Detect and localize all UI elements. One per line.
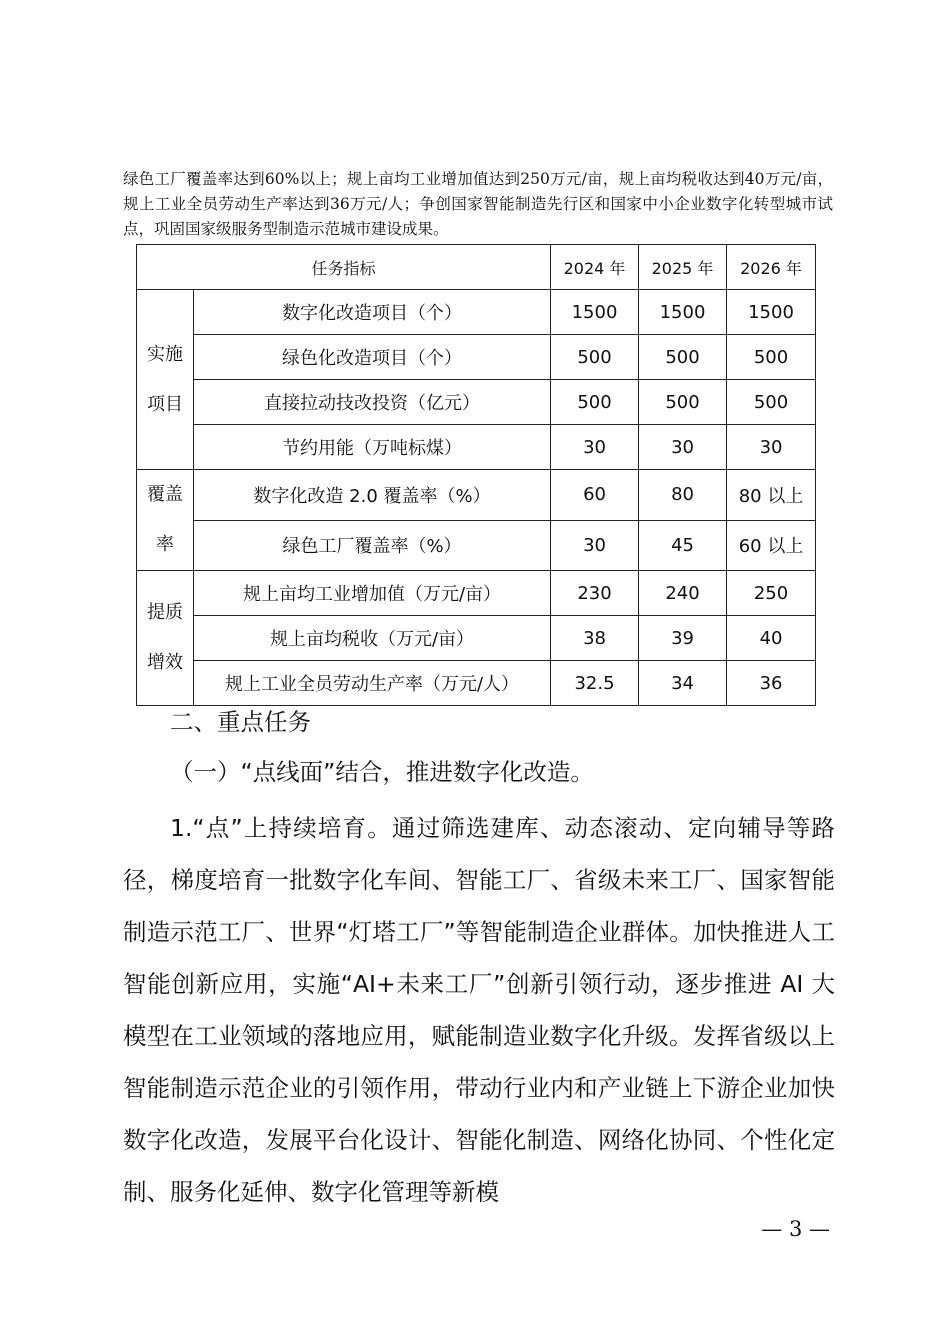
indicator-cell: 直接拉动技改投资（亿元） [194,380,551,425]
category-line: 提质 [147,602,183,623]
value-2024: 38 [551,616,639,661]
value-2026: 36 [727,661,816,706]
category-line: 率 [156,534,174,555]
value-2024: 30 [551,520,639,571]
value-2025: 500 [639,380,727,425]
value-2026: 30 [727,425,816,470]
value-2024: 30 [551,425,639,470]
value-2025: 80 [639,470,727,521]
table-row [137,520,816,571]
category-line: 增效 [147,652,183,673]
indicator-cell: 规上亩均工业增加值（万元/亩） [194,571,551,616]
value-2024: 500 [551,380,639,425]
value-2024: 230 [551,571,639,616]
indicator-cell: 绿色化改造项目（个） [194,335,551,380]
category-line: 覆盖 [147,484,183,505]
intro-paragraph: 绿色工厂覆盖率达到60%以上；规上亩均工业增加值达到250万元/亩，规上亩均税收达到40万元/亩，规上工业全员劳动生产率达到36万元/人；争创国家智能制造先行区和国家中小企业数字化转型城市试点，巩固国家级服务型制造示范城市建设成果。 [123,170,833,238]
category-line: 项目 [147,393,183,415]
indicator-cell: 规上工业全员劳动生产率（万元/人） [194,661,551,706]
value-2025: 500 [639,335,727,380]
table-row [137,470,816,521]
value-2025: 240 [639,571,727,616]
value-2025: 39 [639,616,727,661]
category-cell [137,571,194,706]
table-row [137,571,816,616]
value-2026: 40 [727,616,816,661]
table-row [137,290,816,335]
indicator-cell: 绿色工厂覆盖率（%） [194,520,551,571]
category-cell [137,470,194,571]
indicator-cell: 数字化改造项目（个） [194,290,551,335]
header-2025: 2025 年 [639,245,727,290]
page-number: — 3 — [761,1217,830,1241]
targets-table [136,244,816,706]
table-row [137,425,816,470]
indicator-cell: 数字化改造 2.0 覆盖率（%） [194,470,551,521]
table-row [137,335,816,380]
section-heading: 二、重点任务 [170,708,311,736]
header-indicator: 任务指标 [137,245,551,290]
value-2026: 80 以上 [727,470,816,521]
value-2026: 500 [727,335,816,380]
value-2024: 1500 [551,290,639,335]
value-2024: 60 [551,470,639,521]
value-2025: 1500 [639,290,727,335]
value-2026: 500 [727,380,816,425]
table-row [137,380,816,425]
indicator-cell: 规上亩均税收（万元/亩） [194,616,551,661]
header-2024: 2024 年 [551,245,639,290]
category-line: 实施 [147,343,183,365]
header-2026: 2026 年 [727,245,816,290]
value-2024: 500 [551,335,639,380]
subsection-heading: （一）“点线面”结合，推进数字化改造。 [170,758,594,786]
table-row [137,616,816,661]
table-row [137,661,816,706]
value-2024: 32.5 [551,661,639,706]
value-2025: 30 [639,425,727,470]
table-header-row [137,245,816,290]
value-2026: 60 以上 [727,520,816,571]
indicator-cell: 节约用能（万吨标煤） [194,425,551,470]
category-cell [137,290,194,470]
value-2025: 34 [639,661,727,706]
value-2026: 250 [727,571,816,616]
body-paragraph: 1.“点”上持续培育。通过筛选建库、动态滚动、定向辅导等路径，梯度培育一批数字化车间、智能工厂、省级未来工厂、国家智能制造示范工厂、世界“灯塔工厂”等智能制造企业群体。加快推进人工智能创新应用，实施“AI+未来工厂”创新引领行动，逐步推进 AI 大模型在工业领域的落地应用，赋能制造业数字化升级。发挥省级以上智能制造示范企业的引领作用，带动行业内和产业链上下游企业加快数字化改造，发展平台化设计、智能化制造、网络化协同、个性化定制、服务化延伸、数字化管理等新模 [123,814,835,1206]
value-2026: 1500 [727,290,816,335]
value-2025: 45 [639,520,727,571]
